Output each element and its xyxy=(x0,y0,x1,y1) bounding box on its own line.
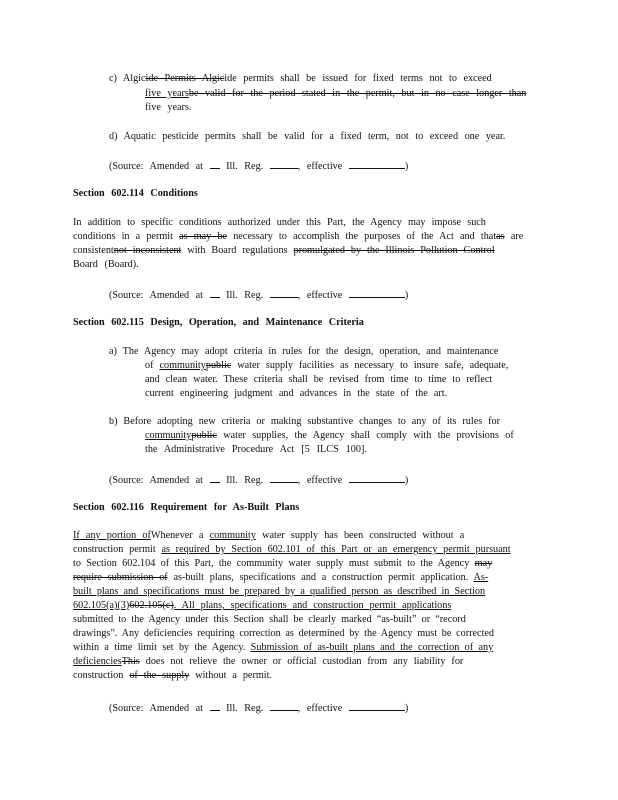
deleted-text: ide Permits Algic xyxy=(145,73,225,84)
s114-line-2 xyxy=(73,231,523,243)
blank-date xyxy=(349,288,405,298)
inserted-text: If any portion of xyxy=(73,530,151,541)
blank-page xyxy=(270,159,298,169)
source-reg: Ill. Reg. xyxy=(226,161,264,172)
source-effective: , effective xyxy=(297,703,343,714)
s116-line-3 xyxy=(73,558,492,570)
source-close: ) xyxy=(404,161,409,172)
inserted-text: deficiencies xyxy=(73,656,122,667)
blank-volume xyxy=(210,473,220,483)
s115-b-line-2 xyxy=(145,430,514,442)
text: without a permit. xyxy=(195,670,272,681)
text: to Section 602.104 of this Part, the community water supply must submit to the Agency xyxy=(73,558,470,569)
s114-line-1: In addition to specific conditions authorized under this Part, the Agency may impose such xyxy=(73,217,486,228)
source-close: ) xyxy=(404,703,409,714)
text: conditions in a permit xyxy=(73,231,173,242)
inserted-text: community xyxy=(159,360,206,371)
s115-a-line-3: and clean water. These criteria shall be revised from time to time to reflect xyxy=(145,374,493,385)
deleted-text: be valid for the period stated in the permit, but in no case longer than xyxy=(188,88,527,99)
deleted-text: as may be xyxy=(179,231,228,242)
s115-b-line-1: b) Before adopting new criteria or making substantive changes to any of its rules for xyxy=(109,416,501,427)
text: ide permits shall be issued for fixed terms not to exceed xyxy=(224,73,492,84)
inserted-text: as required by Section 602.101 of this Part or an emergency permit pursuant xyxy=(161,544,511,555)
text: construction xyxy=(73,670,124,681)
inserted-text: Submission of as-built plans and the correction of any xyxy=(250,642,494,653)
inserted-text: As- xyxy=(473,572,489,583)
source-close: ) xyxy=(404,475,409,486)
source-effective: , effective xyxy=(297,161,343,172)
s115-a-line-2 xyxy=(145,360,508,372)
inserted-text: community xyxy=(209,530,256,541)
s116-line-11 xyxy=(73,670,272,682)
source-effective: , effective xyxy=(297,290,343,301)
text: as-built plans, specifications and a construction permit application. xyxy=(173,572,469,583)
source-line xyxy=(109,473,408,487)
source-label: (Source: Amended at xyxy=(109,290,204,301)
s114-line-4: Board (Board). xyxy=(73,259,139,270)
text: construction permit xyxy=(73,544,156,555)
blank-date xyxy=(349,473,405,483)
blank-page xyxy=(270,288,298,298)
text: within a time limit set by the Agency. xyxy=(73,642,246,653)
source-label: (Source: Amended at xyxy=(109,475,204,486)
s116-line-10 xyxy=(73,656,463,668)
deleted-text: require submission of xyxy=(73,572,168,583)
source-label: (Source: Amended at xyxy=(109,161,204,172)
section-602-116-heading: Section 602.116 Requirement for As-Built Plans xyxy=(73,502,300,513)
section-602-114-heading: Section 602.114 Conditions xyxy=(73,188,198,199)
para-c-line-3: five years. xyxy=(145,102,192,113)
s114-line-3 xyxy=(73,245,495,257)
s116-line-4 xyxy=(73,572,488,584)
text: does not relieve the owner or official custodian from any liability for xyxy=(145,656,464,667)
text: water supply facilities as necessary to insure safe, adequate, xyxy=(237,360,509,371)
deleted-text: not inconsistent xyxy=(113,245,182,256)
para-d: d) Aquatic pesticide permits shall be valid for a fixed term, not to exceed one year. xyxy=(109,131,506,142)
source-reg: Ill. Reg. xyxy=(226,475,264,486)
s116-line-6 xyxy=(73,600,451,612)
s115-a-line-1: a) The Agency may adopt criteria in rules for the design, operation, and maintenance xyxy=(109,346,499,357)
text: water supplies, the Agency shall comply with the provisions of xyxy=(223,430,514,441)
text: consistent xyxy=(73,245,114,256)
source-reg: Ill. Reg. xyxy=(226,290,264,301)
source-line xyxy=(109,288,408,302)
s116-line-9 xyxy=(73,642,493,654)
text: Whenever xyxy=(150,530,193,541)
source-effective: , effective xyxy=(297,475,343,486)
inserted-text: built plans and specifications must be prepared by a qualified person as described in Section xyxy=(73,586,486,597)
blank-date xyxy=(349,159,405,169)
source-close: ) xyxy=(404,290,409,301)
text: a xyxy=(198,530,204,541)
deleted-text: may xyxy=(474,558,493,569)
s116-line-2 xyxy=(73,544,511,556)
blank-page xyxy=(270,473,298,483)
s115-b-line-3: the Administrative Procedure Act [5 ILCS 100]. xyxy=(145,444,367,455)
text: of xyxy=(145,360,154,371)
para-c-line-2 xyxy=(145,88,526,100)
source-line xyxy=(109,701,408,715)
deleted-text: promulgated by the Illinois Pollution Control xyxy=(293,245,495,256)
deleted-text: public xyxy=(205,360,232,371)
source-line xyxy=(109,159,408,173)
source-reg: Ill. Reg. xyxy=(226,703,264,714)
para-c-line-1 xyxy=(109,73,492,85)
blank-volume xyxy=(210,288,220,298)
source-label: (Source: Amended at xyxy=(109,703,204,714)
s116-line-1 xyxy=(73,530,464,542)
s115-a-line-4: current engineering judgment and advances in the state of the art. xyxy=(145,388,448,399)
section-602-115-heading: Section 602.115 Design, Operation, and Maintenance Criteria xyxy=(73,317,364,328)
deleted-text: 602.105(c) xyxy=(129,600,174,611)
inserted-text: 602.105(a)(3) xyxy=(73,600,130,611)
blank-volume xyxy=(210,701,220,711)
inserted-text: . All plans, specifications and construction permit applications xyxy=(173,600,452,611)
s116-line-7: submitted to the Agency under this Section shall be clearly marked “as-built” or “record xyxy=(73,614,466,625)
text: water supply has been constructed without a xyxy=(262,530,465,541)
inserted-text: community xyxy=(145,430,192,441)
text: c) Algic xyxy=(109,73,146,84)
inserted-text: five years xyxy=(145,88,189,99)
deleted-text: public xyxy=(191,430,217,441)
text: necessary to accomplish the purposes of the Act and that xyxy=(233,231,497,242)
blank-volume xyxy=(210,159,220,169)
deleted-text: as xyxy=(496,231,505,242)
deleted-text: of the supply xyxy=(129,670,190,681)
blank-date xyxy=(349,701,405,711)
deleted-text: This xyxy=(121,656,140,667)
blank-page xyxy=(270,701,298,711)
s116-line-5 xyxy=(73,586,485,598)
text: are xyxy=(510,231,524,242)
text: with Board regulations xyxy=(187,245,288,256)
s116-line-8: drawings”. Any deficiencies requiring correction as determined by the Agency must be corrected xyxy=(73,628,495,639)
